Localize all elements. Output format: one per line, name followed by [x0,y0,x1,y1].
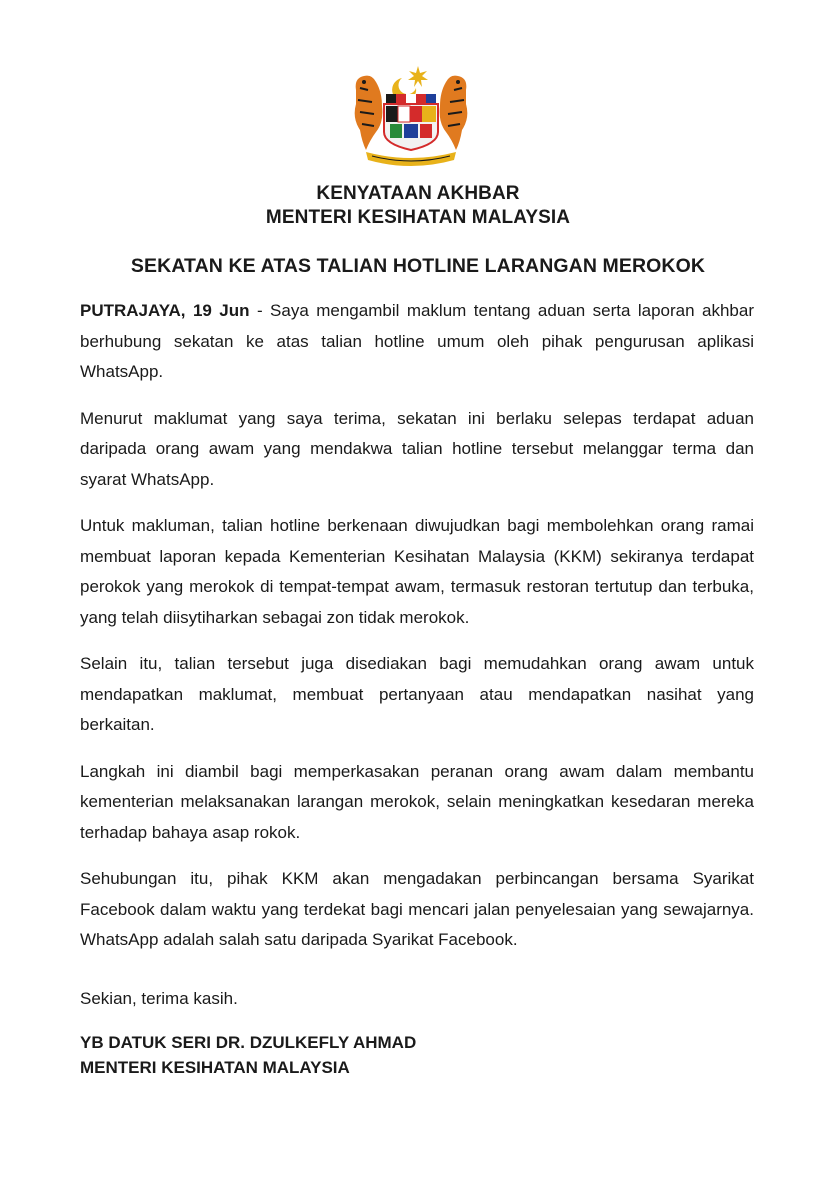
malaysian-coat-of-arms-icon [346,60,476,170]
document-title: SEKATAN KE ATAS TALIAN HOTLINE LARANGAN MEROKOK [130,255,706,277]
signatory-position: MENTERI KESIHATAN MALAYSIA [80,1058,350,1077]
paragraph-3: Untuk makluman, talian hotline berkenaan diwujudkan bagi membolehkan orang ramai membuat laporan kepada Kementerian Kesihatan Malaysia (KKM) sekiranya terdapat perokok yang merokok di tempat-tempat awam, termasuk restoran tertutup dan terbuka, yang telah diisytiharkan sebagai zon tidak merokok. [80,516,754,627]
statement-body [80,296,754,972]
paragraph-5: Langkah ini diambil bagi memperkasakan peranan orang awam dalam membantu kementerian melaksanakan larangan merokok, selain meningkatkan kesedaran mereka terhadap bahaya asap rokok. [80,761,754,842]
press-header [0,182,836,230]
closing-remark: Sekian, terima kasih. [80,989,238,1008]
paragraph-1 [80,296,754,388]
header-line-press-statement: KENYATAAN AKHBAR [316,183,520,204]
signatory-name: YB DATUK SERI DR. DZULKEFLY AHMAD [80,1033,417,1052]
paragraph-2: Menurut maklumat yang saya terima, sekatan ini berlaku selepas terdapat aduan daripada orang awam yang mendakwa talian hotline tersebut melanggar terma dan syarat WhatsApp. [80,408,754,489]
paragraph-1-text: - Saya mengambil maklum tentang aduan serta laporan akhbar berhubung sekatan ke atas talian hotline umum oleh pihak pengurusan aplikasi WhatsApp. [80,301,754,381]
dateline: PUTRAJAYA, 19 Jun [80,301,250,320]
header-line-ministry: MENTERI KESIHATAN MALAYSIA [265,207,571,228]
paragraph-6: Sehubungan itu, pihak KKM akan mengadakan perbincangan bersama Syarikat Facebook dalam waktu yang terdekat bagi mencari jalan penyelesaian yang sewajarnya. WhatsApp adalah salah satu daripada Syarikat Facebook. [80,869,754,949]
signature-block [80,1030,416,1080]
paragraph-4: Selain itu, talian tersebut juga disediakan bagi memudahkan orang awam untuk mendapatkan maklumat, membuat pertanyaan atau mendapatkan nasihat yang berkaitan. [80,654,754,734]
